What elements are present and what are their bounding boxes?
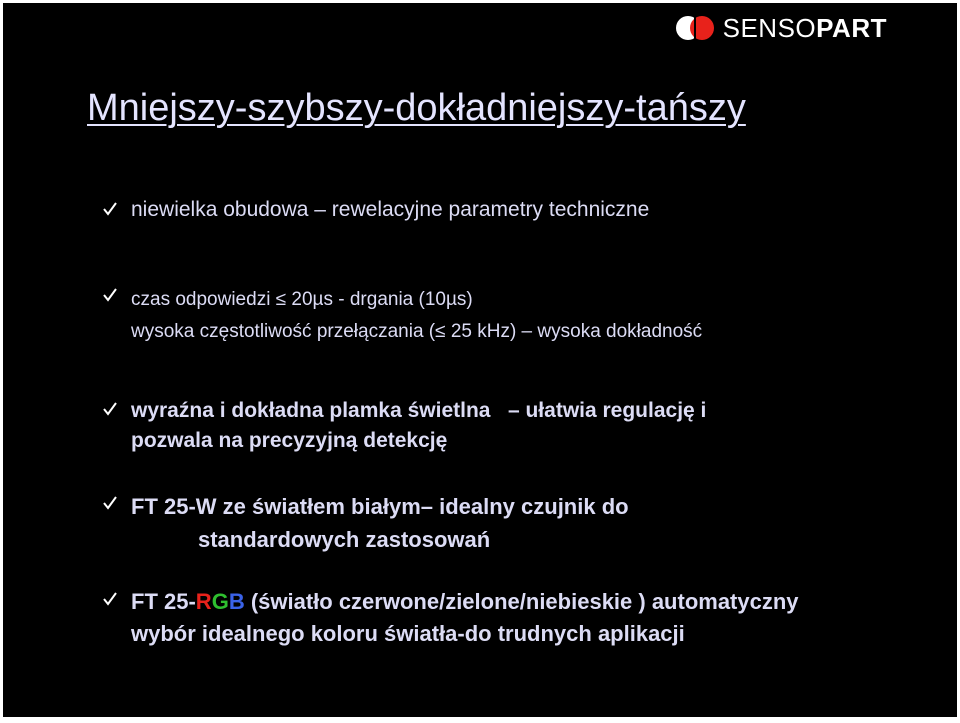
bullet-1	[103, 198, 649, 222]
rgb-letter-b: B	[228, 589, 245, 614]
checkmark-icon	[103, 202, 117, 216]
slide	[3, 3, 957, 717]
bullet-4-line-2: standardowych zastosowań	[198, 527, 491, 552]
checkmark-icon	[103, 496, 117, 510]
checkmark-icon	[103, 288, 117, 302]
bullet-2-line-1: czas odpowiedzi ≤ 20µs - drgania (10µs)	[131, 289, 473, 310]
bullet-4	[103, 490, 629, 556]
slide-title: Mniejszy-szybszy-dokładniejszy-tańszy	[87, 87, 746, 129]
rgb-letter-g: G	[211, 589, 229, 614]
bullet-3-line-1: wyraźna i dokładna plamka świetlna – ułatwia regulację i	[131, 399, 707, 422]
bullet-4-line-1: FT 25-W ze światłem białym– idealny czujnik do	[131, 494, 629, 519]
logo-text-part: PART	[816, 13, 887, 43]
checkmark-icon	[103, 592, 117, 606]
bullet-5-line-2: wybór idealnego koloru światła-do trudnych aplikacji	[131, 621, 685, 646]
bullet-2-line-2: wysoka częstotliwość przełączania (≤ 25 kHz) – wysoka dokładność	[131, 321, 703, 342]
sensopart-logo	[675, 15, 887, 41]
bullet-2	[103, 284, 702, 348]
rgb-prefix: FT 25-	[131, 589, 196, 614]
bullet-3-line-2: pozwala na precyzyjną detekcję	[131, 429, 448, 452]
rgb-letter-r: R	[195, 589, 212, 614]
logo-text	[723, 15, 887, 41]
rgb-suffix: (światło czerwone/zielone/niebieskie ) automatyczny	[244, 589, 799, 614]
bullet-5	[103, 586, 799, 650]
bullet-5-line-1	[131, 586, 799, 618]
checkmark-icon	[103, 402, 117, 416]
logo-text-senso: SENSO	[722, 13, 817, 43]
bullet-3	[103, 396, 706, 456]
bullet-1-line-1: niewielka obudowa – rewelacyjne parametry techniczne	[131, 198, 650, 221]
sensopart-logo-icon	[675, 15, 715, 41]
